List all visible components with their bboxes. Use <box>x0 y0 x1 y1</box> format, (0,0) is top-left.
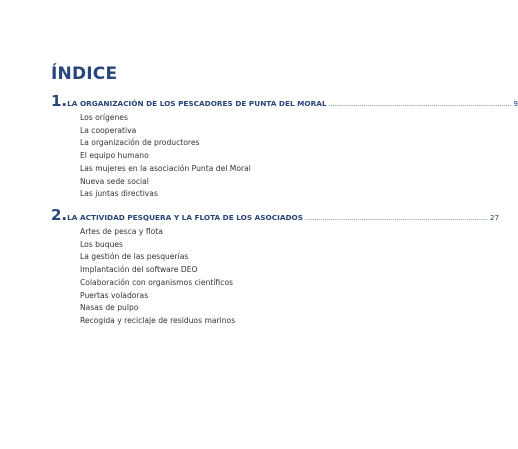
toc-section-2 <box>51 206 500 328</box>
toc-item[interactable]: La organización de productores <box>80 138 200 148</box>
toc-section-header[interactable] <box>51 92 518 110</box>
section-page-number: 9 <box>513 99 518 108</box>
toc-item[interactable]: La cooperativa <box>80 125 137 135</box>
toc-item[interactable]: Las mujeres en la asociación Punta del Moral <box>80 163 251 173</box>
toc-item[interactable]: Artes de pesca y flota <box>80 227 163 236</box>
toc-section-header[interactable] <box>51 206 500 224</box>
subsection-list <box>80 226 401 328</box>
toc-item[interactable]: Nueva sede social <box>80 176 149 186</box>
section-title: LA ORGANIZACIÓN DE LOS PESCADORES DE PUNTA DEL MORAL <box>67 99 327 108</box>
toc-item[interactable]: Recogida y reciclaje de residuos marinos <box>80 315 236 325</box>
toc-title: ÍNDICE <box>51 64 118 84</box>
toc-item[interactable]: Puertas voladoras <box>80 290 149 300</box>
toc-item[interactable]: Nasas de pulpo <box>80 303 139 313</box>
toc-item[interactable]: Las juntas directivas <box>80 189 158 199</box>
section-title: LA ACTIVIDAD PESQUERA Y LA FLOTA DE LOS ASOCIADOS <box>67 213 303 222</box>
toc-item[interactable]: La gestión de las pesquerías <box>80 252 189 262</box>
toc-item[interactable]: Implantación del software DEO <box>80 265 198 275</box>
toc-item[interactable]: Colaboración con organismos científicos <box>80 277 233 287</box>
subsection-list <box>80 112 401 201</box>
toc-section-1 <box>51 92 518 201</box>
section-number: 2. <box>51 206 68 224</box>
section-page-number: 27 <box>489 213 500 222</box>
toc-item[interactable]: El equipo humano <box>80 151 149 161</box>
toc-item[interactable]: Los orígenes <box>80 113 128 122</box>
toc-item[interactable]: Los buques <box>80 239 124 249</box>
dot-leader: .............................................................................................. <box>305 215 488 222</box>
dot-leader: .............................................................................................. <box>328 101 512 108</box>
section-number: 1. <box>51 92 68 110</box>
